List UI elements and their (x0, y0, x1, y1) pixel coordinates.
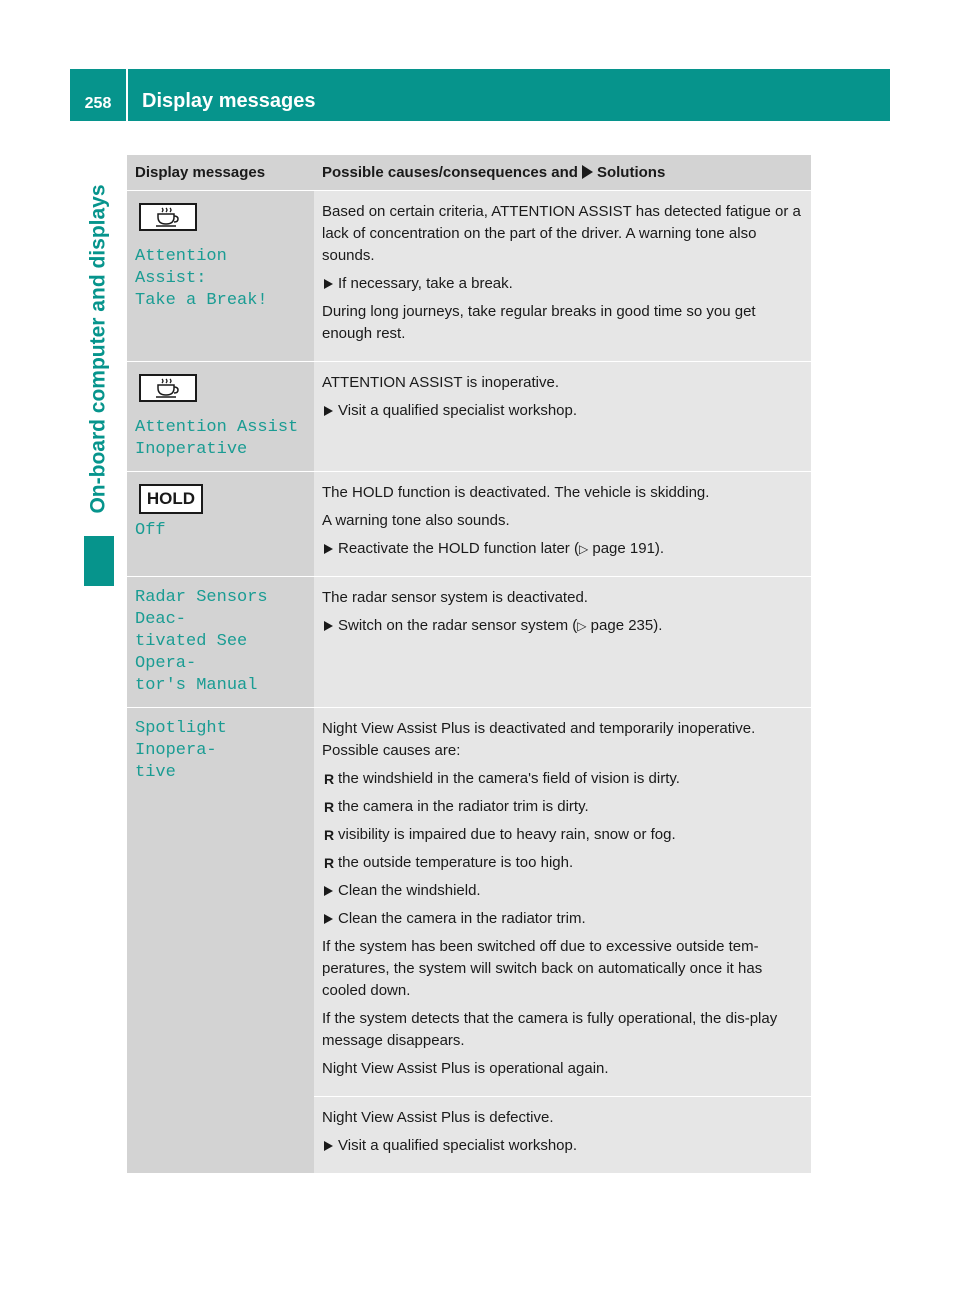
column-header-solutions: Possible causes/consequences and Solutions (314, 155, 811, 191)
step-item: Visit a qualified specialist workshop. (322, 1135, 803, 1157)
paragraph: The HOLD function is deactivated. The vehicle is skidding. (322, 484, 710, 501)
table-row (127, 472, 811, 577)
header-divider (126, 69, 128, 121)
step-item: Clean the windshield. (322, 880, 803, 902)
table-row (127, 708, 811, 1097)
message-cell (127, 191, 314, 362)
message-cell (127, 362, 314, 472)
bullet-item: R the windshield in the camera's field of vision is dirty. (322, 768, 803, 790)
table-row (127, 577, 811, 708)
solution-cell (314, 708, 811, 1097)
bullet-item: R visibility is impaired due to heavy rain, snow or fog. (322, 824, 803, 846)
display-message-text: tivated See Opera‐ (135, 632, 248, 673)
display-message-text: Radar Sensors Deac‐ (135, 588, 268, 629)
step-item: Switch on the radar sensor system (▷ page 235). (322, 615, 803, 637)
page-title: Display messages (142, 90, 316, 112)
paragraph: Night View Assist Plus is deactivated and temporarily inoperative. Possible causes are: (322, 720, 756, 759)
solution-cell (314, 577, 811, 708)
solution-cell (314, 472, 811, 577)
coffee-cup-icon (139, 374, 197, 402)
message-cell (127, 472, 314, 577)
step-item: Reactivate the HOLD function later (▷ page 191). (322, 538, 803, 560)
solution-cell (314, 191, 811, 362)
section-title: On-board computer and displays (87, 184, 110, 514)
hold-icon: HOLD (139, 484, 203, 514)
step-item: Clean the camera in the radiator trim. (322, 908, 803, 930)
display-message-text: Take a Break! (135, 291, 268, 310)
paragraph: A warning tone also sounds. (322, 512, 510, 529)
paragraph: Night View Assist Plus is operational again. (322, 1060, 609, 1077)
paragraph: If the system detects that the camera is fully operational, the dis‐play message disappears. (322, 1010, 778, 1049)
page-ref-arrow-icon: ▷ (578, 542, 589, 556)
message-cell (127, 577, 314, 708)
page-number: 258 (84, 95, 112, 112)
solution-cell (314, 1097, 811, 1174)
section-tab (84, 168, 114, 530)
action-arrow-icon (582, 165, 593, 179)
table-header-row (127, 155, 811, 191)
message-cell (127, 708, 314, 1174)
display-message-text: tive (135, 763, 176, 782)
display-messages-table (127, 155, 811, 1173)
display-message-text: Spotlight Inopera‐ (135, 719, 227, 760)
display-message-text: tor's Manual (135, 676, 258, 695)
bullet-item: R the camera in the radiator trim is dirty. (322, 796, 803, 818)
paragraph: If the system has been switched off due to excessive outside tem‐peratures, the system will switch back on automatically once it has cooled down. (322, 938, 763, 999)
display-message-text: Attention Assist (135, 418, 299, 437)
display-message-text: Attention Assist: (135, 247, 227, 288)
paragraph: The radar sensor system is deactivated. (322, 589, 588, 606)
paragraph: During long journeys, take regular breaks in good time so you get enough rest. (322, 303, 756, 342)
section-marker (84, 536, 114, 586)
step-item: If necessary, take a break. (322, 273, 803, 295)
solution-cell (314, 362, 811, 472)
coffee-cup-icon (139, 203, 197, 231)
paragraph: ATTENTION ASSIST is inoperative. (322, 374, 560, 391)
page-ref-arrow-icon: ▷ (577, 619, 587, 633)
bullet-item: R the outside temperature is too high. (322, 852, 803, 874)
display-message-text: Inoperative (135, 440, 248, 459)
paragraph: Based on certain criteria, ATTENTION ASSIST has detected fatigue or a lack of concentration on the part of the driver. A warning tone also sounds. (322, 203, 801, 264)
step-item: Visit a qualified specialist workshop. (322, 400, 803, 422)
table-row (127, 362, 811, 472)
display-message-text: Off (135, 521, 166, 540)
paragraph: Night View Assist Plus is defective. (322, 1109, 554, 1126)
table-row (127, 191, 811, 362)
column-header-messages: Display messages (127, 155, 314, 191)
